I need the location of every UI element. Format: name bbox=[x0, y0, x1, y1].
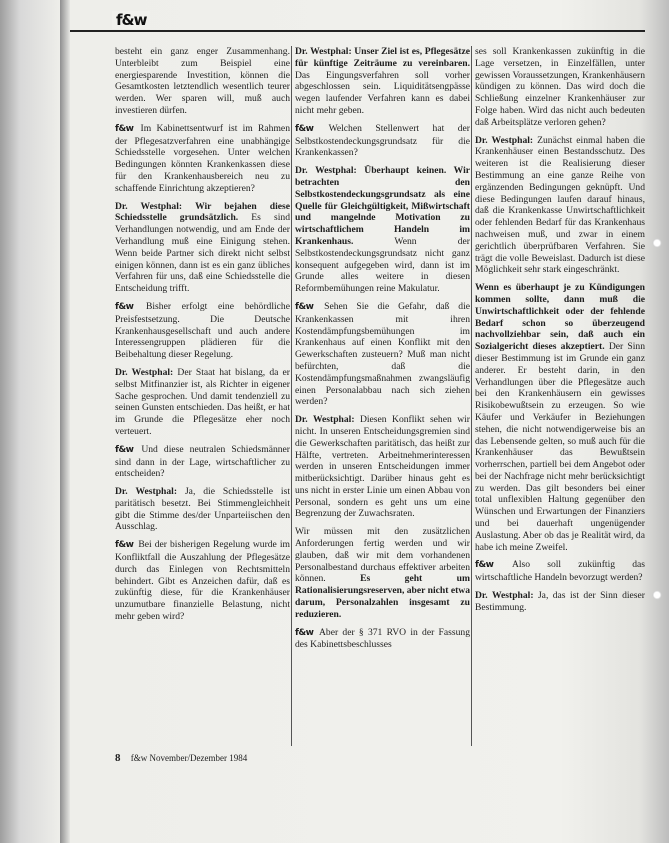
interviewer-fw-mark: f&w bbox=[115, 444, 134, 455]
page-footer bbox=[115, 752, 515, 764]
page-number: 8 bbox=[115, 752, 121, 764]
page-binding-edge bbox=[60, 0, 70, 843]
text-column-2 bbox=[295, 46, 470, 751]
question-text: Sehen Sie die Gefahr, daß die Krankenkassen mit ihren Kostendämpfungsbemühungen im Krankenhaus auf einen Konflikt mit den Gewerkschaften zusteuern? Muß man nicht befürchten, daß die Kostendämpfungsmaßnahmen zwangsläufig einen Personalabbau nach sich ziehen werden? bbox=[295, 300, 470, 408]
interviewer-fw-mark: f&w bbox=[295, 123, 314, 134]
continued-text: ses soll Krankenkassen zukünftig in die Lage versetzen, in Einzelfällen, unter gewissen Voraussetzungen, Krankenhäusern kündigen zu können. Das wird doch die Schließung einzelner Krankenhäuser zur Folge haben. Wird das nicht auch bedeuten daß Arbeitsplätze verloren gehen? bbox=[475, 46, 645, 128]
paragraph bbox=[295, 526, 470, 620]
answer-text: Der Staat hat bislang, da er selbst Mitfinanzier ist, als Richter in eigener Sache gesprochen. Und damit tendenziell zu seinen Gunsten entschieden. Das heißt, er hat im Grunde die Pflegesätze eher noch verteuert. bbox=[115, 366, 290, 437]
paragraph bbox=[295, 301, 470, 408]
paragraph bbox=[475, 135, 645, 277]
paragraph bbox=[475, 559, 645, 584]
answer-text: Ja, das ist der Sinn dieser Bestimmung. bbox=[475, 590, 645, 613]
answer-emphasis: Unser Ziel ist es, Pflegesätze für künftige Zeiträume zu vereinbaren. bbox=[295, 46, 470, 69]
question-text: Also soll zukünftig das wirtschaftliche Handeln bevorzugt werden? bbox=[475, 559, 645, 584]
continued-text: besteht ein ganz enger Zusammenhang. Unterbleibt zum Beispiel eine energiesparende Investition, können die Gesamtkosten letztendlich wesentlich teurer werden. Wer sparen will, muß auch investieren dürfen. bbox=[115, 46, 290, 116]
column-divider bbox=[291, 46, 292, 746]
punch-hole bbox=[652, 238, 662, 248]
text-column-1 bbox=[115, 46, 290, 751]
answer-text: Es sind Verhandlungen notwendig, und am Ende der Verhandlung muß eine Einigung stehen. Wenn beide Partner sich direkt nicht selbst einigen können, dann ist es ein ganz übliches Verfahren für uns, daß eine Schiedsstelle die Entscheidung trifft. bbox=[115, 212, 290, 295]
paragraph bbox=[115, 301, 290, 361]
speaker-name: Dr. Westphal: bbox=[295, 414, 355, 426]
answer-emphasis: Wir bejahen diese Schiedsstelle grundsätzlich. bbox=[115, 200, 290, 224]
question-text: Bei der bisherigen Regelung wurde im Konfliktfall die Auszahlung der Pflegesätze durch das Einlegen von Rechtsmitteln behindert. Gibt es Anzeichen dafür, daß es zukünftig diese, für die Krankenhäuser unzumutbare finanzielle Belastung, nicht mehr geben wird? bbox=[115, 539, 290, 623]
question-text: Aber der § 371 RVO in der Fassung des Kabinettsbeschlusses bbox=[295, 626, 470, 651]
interviewer-fw-mark: f&w bbox=[115, 301, 134, 312]
fw-logo: f&w bbox=[112, 11, 150, 29]
answer-text: Ja, die Schiedsstelle ist paritätisch besetzt. Bei Stimmengleichheit gibt die Stimme des/der Unparteiischen den Ausschlag. bbox=[115, 486, 290, 533]
paragraph bbox=[115, 539, 290, 623]
punch-hole bbox=[652, 590, 662, 600]
question-text: Welchen Stellenwert hat der Selbstkostendeckungsgrundsatz für die Krankenkassen? bbox=[295, 122, 470, 159]
interviewer-fw-mark: f&w bbox=[295, 301, 314, 312]
answer-text: Diesen Konflikt sehen wir nicht. In unseren Entscheidungsgremien sind die Gewerkschaften paritätisch, das heißt zur Hälfte, vertreten. Arbeitnehmerinteressen werden in unseren Entscheidungen immer mitberücksichtigt. Darüber hinaus geht es uns nicht in erster Linie um einen Abbau von Personal, sondern es geht uns um eine Begrenzung der Zuwachsraten. bbox=[295, 414, 470, 520]
answer-emphasis: Überhaupt keinen. Wir betrachten den Selbstkostendeckungsgrundsatz als eine Quelle für Gleichgültigkeit, Mißwirtschaft und mangelnde Motivation zu wirtschaftlichem Handeln im Krankenhaus. bbox=[295, 165, 470, 247]
interviewer-fw-mark: f&w bbox=[115, 540, 134, 551]
paragraph bbox=[475, 46, 645, 129]
question-text: Im Kabinettsentwurf ist im Rahmen der Pflegesatzverfahren eine unabhängige Schiedsstelle vorgesehen. Unter welchen Bedingungen könnten Krankenkassen diese für den Krankenhausbereich neu zu schaffende Einrichtung akzeptieren? bbox=[115, 122, 290, 194]
answer-text: Wir müssen mit den zusätzlichen Anforderungen fertig werden und wir glauben, daß wir mit dem vorhandenen Personalbestand durchaus effektiver arbeiten können. bbox=[295, 526, 470, 585]
header-rule bbox=[70, 14, 645, 32]
paragraph bbox=[115, 486, 290, 533]
paragraph bbox=[115, 123, 290, 195]
paragraph bbox=[475, 282, 645, 553]
answer-emphasis: Wenn es überhaupt je zu Kündigungen kommen sollte, dann muß die Unwirtschaftlichkeit oder der fehlende Bedarf schon so überzeugend nachvollziehbar sein, daß auch ein Sozialgericht dieses akzeptiert. bbox=[475, 282, 645, 353]
answer-text: Der Sinn dieser Bestimmung ist im Grunde ein ganz anderer. Er besteht darin, in den Verhandlungen über die Pflegesätze auch bei den Krankenhäusern ein gewisses Risikobewußtsein zu erzeugen. So wie Käufer und Verkäufer in Beziehungen stehen, die nicht notwendigerweise bis an das Lebensende gelten, so muß auch für die Krankenhäuser das Bewußtsein vorherrschen, partiell bei dem Angebot oder bei der Nachfrage nicht mehr berücksichtigt zu werden. Das gilt besonders bei einer total unflexiblen Haltung gegenüber den Wünschen und Erwartungen der Finanziers und bei dauerhaft ungenügender Auslastung. Aber ob das je Realität wird, da habe ich meine Zweifel. bbox=[475, 341, 645, 553]
paragraph bbox=[115, 201, 290, 295]
interviewer-fw-mark: f&w bbox=[475, 560, 494, 571]
interviewer-fw-mark: f&w bbox=[115, 123, 134, 134]
speaker-name: Dr. Westphal: bbox=[475, 590, 534, 602]
speaker-name: Dr. Westphal: bbox=[115, 366, 174, 378]
speaker-name: Dr. Westphal: bbox=[115, 486, 178, 498]
answer-emphasis: Es geht um Rationalisierungsreserven, aber nicht etwa darum, Personalzahlen insgesamt zu reduzieren. bbox=[295, 573, 470, 620]
answer-text: Das Eingungsverfahren soll vorher abgeschlossen sein. Liquiditätsengpässe wegen laufender Verfahren kann es dabei nicht mehr geben. bbox=[295, 69, 470, 116]
issue-label: f&w November/Dezember 1984 bbox=[130, 753, 248, 763]
paragraph bbox=[295, 414, 470, 520]
paragraph bbox=[295, 165, 470, 295]
paragraph bbox=[295, 46, 470, 117]
text-column-3 bbox=[475, 46, 645, 751]
answer-text: Wenn der Selbstkostendeckungsgrundsatz nicht ganz konsequent aufgegeben wird, dann ist im Grunde alles weitere in diesen Reformbemühungen reine Makulatur. bbox=[295, 235, 470, 295]
paragraph bbox=[115, 46, 290, 117]
answer-text: Zunächst einmal haben die Krankenhäuser einen Bestandsschutz. Des weiteren ist die Realisierung dieser Bestimmung an eine ganze Reihe von ergänzenden Bedingungen geknüpft. Und diese Bedingungen laufen darauf hinaus, daß die Krankenkasse Unwirtschaftlichkeit oder fehlenden Bedarf für das Krankenhaus nachweisen muß, und zwar in einem gerichtlich überprüfbaren Verfahren. Sie trägt die volle Beweislast. Dadurch ist diese Möglichkeit sehr stark eingeschränkt. bbox=[475, 134, 645, 276]
column-divider bbox=[471, 46, 472, 746]
speaker-name: Dr. Westphal: bbox=[115, 200, 183, 212]
interviewer-fw-mark: f&w bbox=[295, 627, 314, 638]
speaker-name: Dr. Westphal: bbox=[475, 134, 534, 146]
speaker-name: Dr. Westphal: bbox=[295, 46, 352, 57]
question-text: Bisher erfolgt eine behördliche Preisfestsetzung. Die Deutsche Krankenhausgesellschaft und auch andere Interessengruppen plädieren für die Beibehaltung dieser Regelung. bbox=[115, 300, 290, 361]
paragraph bbox=[115, 444, 290, 480]
speaker-name: Dr. Westphal: bbox=[295, 165, 357, 177]
paragraph bbox=[115, 367, 290, 438]
question-text: Und diese neutralen Schiedsmänner sind dann in der Lage, wirtschaftlicher zu entscheiden? bbox=[115, 443, 290, 480]
paragraph bbox=[475, 590, 645, 614]
paragraph bbox=[295, 123, 470, 159]
paragraph bbox=[295, 627, 470, 652]
